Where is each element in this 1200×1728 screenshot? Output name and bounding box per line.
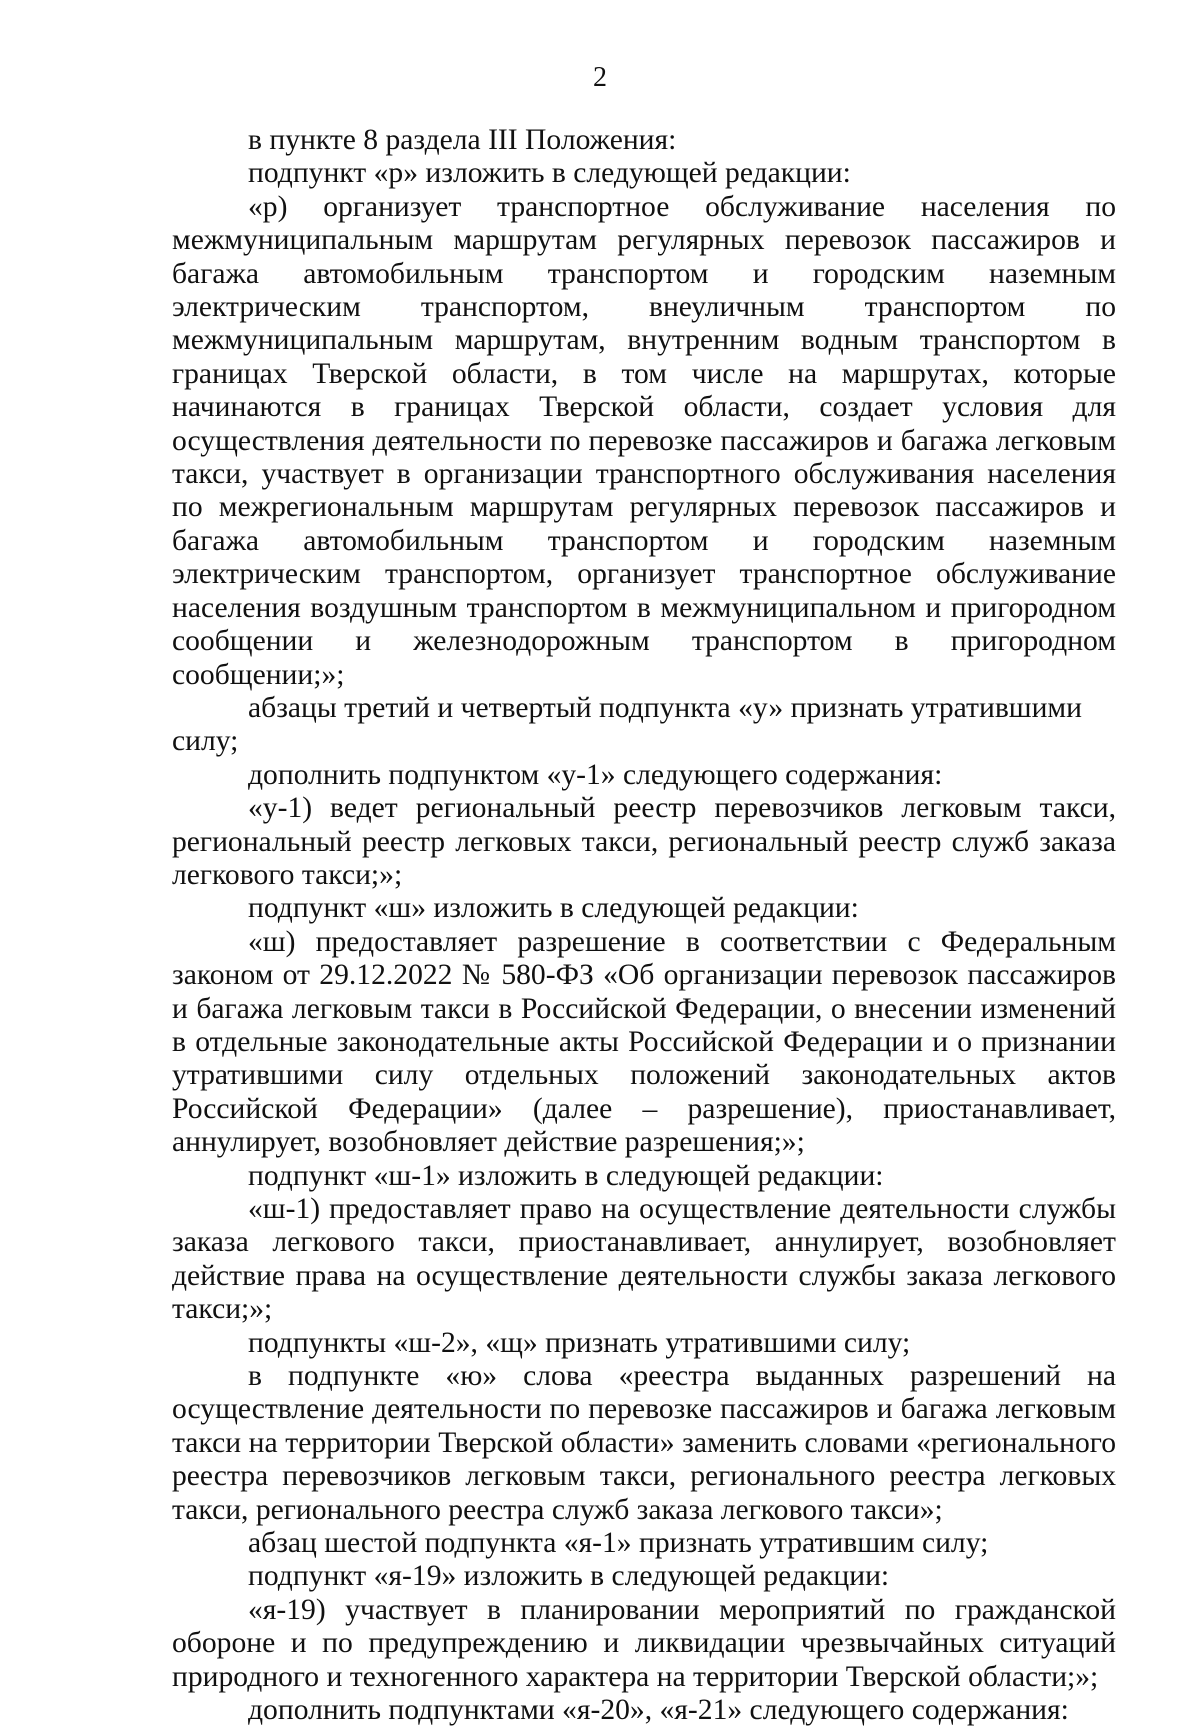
paragraph: абзац шестой подпункта «я-1» признать утратившим силу; xyxy=(248,1527,989,1560)
paragraph: в подпункте «ю» слова «реестра выданных разрешений на осуществление деятельности по перевозке пассажиров и багажа легковым такси на территории Тверской области» заменить словами «регионального реестра перевозчиков легковым такси, регионального реестра легковых такси, регионального реестра служб заказа легкового такси»; xyxy=(172,1360,1116,1526)
paragraph: подпункт «ш» изложить в следующей редакции: xyxy=(248,892,859,925)
paragraph: «я-19) участвует в планировании мероприятий по гражданской обороне и по предупреждению и ликвидации чрезвычайных ситуаций природного и техногенного характера на территории Тверской области;»; xyxy=(172,1593,1116,1693)
paragraph: в пункте 8 раздела III Положения: xyxy=(248,124,677,156)
paragraph: «ш) предоставляет разрешение в соответствии с Федеральным законом от 29.12.2022 № 580-ФЗ «Об организации перевозок пассажиров и багажа легковым такси в Российской Федерации, о внесении изменений в отдельные законодательные акты Российской Федерации и о признании утратившими силу отдельных положений законодательных актов Российской Федерации» (далее – разрешение), приостанавливает, аннулирует, возобновляет действие разрешения;»; xyxy=(172,925,1116,1159)
paragraph: подпункты «ш-2», «щ» признать утратившими силу; xyxy=(248,1326,911,1359)
paragraph: «у-1) ведет региональный реестр перевозчиков легковым такси, региональный реестр легковых такси, региональный реестр служб заказа легкового такси;»; xyxy=(172,792,1116,891)
paragraph: подпункт «ш-1» изложить в следующей редакции: xyxy=(248,1159,884,1192)
paragraph: «ш-1) предоставляет право на осуществление деятельности службы заказа легкового такси, приостанавливает, аннулирует, возобновляет действие права на осуществление деятельности службы заказа легкового такси;»; xyxy=(172,1193,1116,1326)
page-number: 2 xyxy=(593,62,607,93)
paragraph: абзацы третий и четвертый подпункта «у» признать утратившими силу; xyxy=(172,691,1082,758)
document-body xyxy=(172,124,1116,1728)
paragraph: дополнить подпунктами «я-20», «я-21» следующего содержания: xyxy=(248,1694,1069,1727)
paragraph: подпункт «р» изложить в следующей редакции: xyxy=(248,157,851,190)
paragraph: подпункт «я-19» изложить в следующей редакции: xyxy=(248,1560,890,1593)
paragraph: дополнить подпунктом «у-1» следующего содержания: xyxy=(248,758,943,791)
paragraph: «р) организует транспортное обслуживание населения по межмуниципальным маршрутам регулярных перевозок пассажиров и багажа автомобильным транспортом и городским наземным электрическим транспортом, внеуличным транспортом по межмуниципальным маршрутам, внутренним водным транспортом в границах Тверской области, в том числе на маршрутах, которые начинаются в границах Тверской области, создает условия для осуществления деятельности по перевозке пассажиров и багажа легковым такси, участвует в организации транспортного обслуживания населения по межрегиональным маршрутам регулярных перевозок пассажиров и багажа автомобильным транспортом и городским наземным электрическим транспортом, организует транспортное обслуживание населения воздушным транспортом в межмуниципальном и пригородном сообщении и железнодорожным транспортом в пригородном сообщении;»; xyxy=(172,190,1116,691)
